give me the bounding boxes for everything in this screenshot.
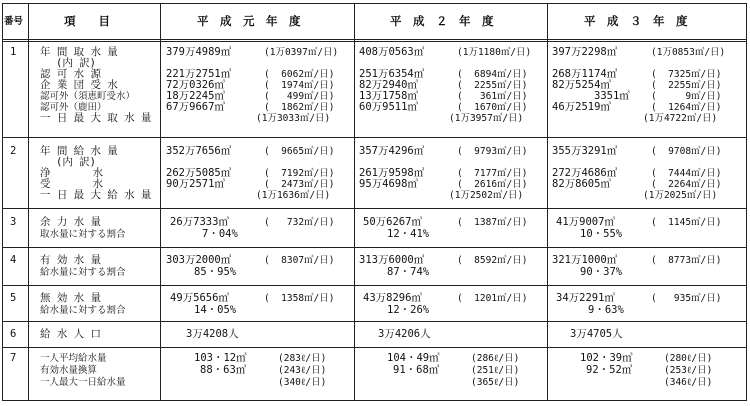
cell-daily: ( 9㎥/日): [651, 91, 722, 102]
cell-value: 303万2000㎥: [166, 254, 232, 266]
cell-ratio: 85・95%: [194, 266, 237, 278]
cell-daily: (283ℓ/日): [278, 353, 327, 364]
cell-value: 72万0326㎥: [166, 79, 225, 91]
cell-daily: (1万4722㎥/日): [643, 113, 718, 124]
row-number: 4: [10, 254, 17, 266]
cell-daily: ( 1358㎥/日): [264, 293, 335, 304]
cell-value: 18万2245㎥: [166, 90, 225, 102]
cell-daily: (243ℓ/日): [278, 365, 327, 376]
header-no: 番号: [4, 16, 24, 27]
cell-daily: (280ℓ/日): [664, 353, 713, 364]
cell-value: 262万5085㎥: [166, 167, 232, 179]
cell-value: 357万4296㎥: [359, 145, 425, 157]
cell-value: 102・39㎥: [580, 352, 633, 364]
header-year-2: 平 成 ２ 年 度: [390, 14, 494, 28]
cell-daily: (1万0853㎥/日): [651, 47, 726, 58]
cell-ratio: 12・26%: [387, 304, 430, 316]
table-grid: [2, 3, 747, 401]
cell-ratio: 90・37%: [580, 266, 623, 278]
cell-daily: (1万3957㎥/日): [449, 113, 524, 124]
cell-ratio: 9・63%: [588, 304, 624, 316]
cell-value: 104・49㎥: [387, 352, 440, 364]
cell-daily: ( 2255㎥/日): [457, 80, 528, 91]
row-label: 余 力 水 量: [40, 216, 101, 228]
row-label: 有効水量換算: [40, 365, 98, 376]
row-label: (内 訳): [56, 156, 96, 168]
cell-daily: ( 499㎥/日): [264, 91, 335, 102]
row-label: 給 水 人 口: [40, 328, 101, 340]
row-label: (内 訳): [56, 57, 96, 69]
cell-daily: (1万2502㎥/日): [449, 190, 524, 201]
cell-daily: ( 7177㎥/日): [457, 168, 528, 179]
cell-daily: ( 8592㎥/日): [457, 255, 528, 266]
row-label: 企 業 団 受 水: [40, 79, 118, 91]
row-number: 7: [10, 352, 17, 364]
cell-value: 49万5656㎥: [170, 292, 229, 304]
cell-value: 3万4208人: [186, 328, 239, 340]
cell-value: 50万6267㎥: [363, 216, 422, 228]
cell-daily: ( 9793㎥/日): [457, 146, 528, 157]
cell-daily: ( 9708㎥/日): [651, 146, 722, 157]
row-label: 無 効 水 量: [40, 292, 101, 304]
cell-ratio: 7・04%: [202, 228, 238, 240]
row-label: 認可外（鹿田）: [40, 102, 107, 113]
row-number: 5: [10, 292, 17, 304]
cell-daily: ( 2616㎥/日): [457, 179, 528, 190]
cell-value: 82万2940㎥: [359, 79, 418, 91]
cell-value: 3万4705人: [570, 328, 623, 340]
cell-value: 355万3291㎥: [552, 145, 618, 157]
row-label: 年 間 取 水 量: [40, 46, 118, 58]
cell-value: 397万2298㎥: [552, 46, 618, 58]
row-label: 受 水: [40, 178, 103, 190]
cell-value: 379万4989㎥: [166, 46, 232, 58]
cell-value: 46万2519㎥: [552, 101, 611, 113]
row-number: 1: [10, 46, 17, 58]
cell-daily: (1万3033㎥/日): [256, 113, 331, 124]
cell-value: 321万1000㎥: [552, 254, 618, 266]
row-label: 一人最大一日給水量: [40, 377, 126, 388]
cell-value: 251万6354㎥: [359, 68, 425, 80]
cell-ratio: 10・55%: [580, 228, 623, 240]
row-label: 取水量に対する割合: [40, 229, 126, 240]
cell-daily: ( 1145㎥/日): [651, 217, 722, 228]
cell-value: 43万8296㎥: [363, 292, 422, 304]
cell-value: 313万6000㎥: [359, 254, 425, 266]
cell-value: 82万8605㎥: [552, 178, 611, 190]
cell-daily: ( 1670㎥/日): [457, 102, 528, 113]
row-label: 一人平均給水量: [40, 353, 107, 364]
row-number: 6: [10, 328, 17, 340]
cell-value: 90万2571㎥: [166, 178, 225, 190]
cell-value: 408万0563㎥: [359, 46, 425, 58]
water-statistics-table: [2, 3, 747, 401]
row-label: 浄 水: [40, 167, 103, 179]
cell-value: 41万9007㎥: [556, 216, 615, 228]
cell-daily: (1万1180㎥/日): [457, 47, 532, 58]
row-number: 2: [10, 145, 17, 157]
cell-daily: (340ℓ/日): [278, 377, 327, 388]
cell-value: 3万4206人: [378, 328, 431, 340]
cell-daily: (253ℓ/日): [664, 365, 713, 376]
cell-value: 67万9667㎥: [166, 101, 225, 113]
cell-daily: ( 1974㎥/日): [264, 80, 335, 91]
cell-value: 261万9598㎥: [359, 167, 425, 179]
cell-daily: ( 1387㎥/日): [457, 217, 528, 228]
cell-daily: ( 7192㎥/日): [264, 168, 335, 179]
cell-daily: ( 935㎥/日): [651, 293, 722, 304]
cell-value: 82万5254㎥: [552, 79, 611, 91]
cell-value: 268万1174㎥: [552, 68, 618, 80]
cell-value: 92・52㎥: [586, 364, 633, 376]
cell-daily: ( 1264㎥/日): [651, 102, 722, 113]
cell-value: 272万4686㎥: [552, 167, 618, 179]
row-label: 一 日 最 大 給 水 量: [40, 189, 152, 201]
cell-daily: (365ℓ/日): [471, 377, 520, 388]
cell-daily: ( 2255㎥/日): [651, 80, 722, 91]
row-label: 一 日 最 大 取 水 量: [40, 112, 152, 124]
header-year-1: 平 成 元 年 度: [197, 14, 301, 28]
cell-daily: ( 361㎥/日): [457, 91, 528, 102]
cell-daily: ( 8773㎥/日): [651, 255, 722, 266]
cell-value: 34万2291㎥: [556, 292, 615, 304]
cell-value: 13万1758㎥: [359, 90, 418, 102]
cell-daily: (346ℓ/日): [664, 377, 713, 388]
cell-value: 352万7656㎥: [166, 145, 232, 157]
cell-daily: ( 1201㎥/日): [457, 293, 528, 304]
cell-daily: (251ℓ/日): [471, 365, 520, 376]
cell-value: 95万4698㎥: [359, 178, 418, 190]
cell-daily: ( 9665㎥/日): [264, 146, 335, 157]
cell-value: 91・68㎥: [393, 364, 440, 376]
cell-value: 60万9511㎥: [359, 101, 418, 113]
cell-daily: ( 1862㎥/日): [264, 102, 335, 113]
cell-daily: (1万1636㎥/日): [256, 190, 331, 201]
cell-daily: (286ℓ/日): [471, 353, 520, 364]
cell-ratio: 14・05%: [194, 304, 237, 316]
header-year-3: 平 成 ３ 年 度: [584, 14, 688, 28]
cell-daily: (1万0397㎥/日): [264, 47, 339, 58]
row-label: 給水量に対する割合: [40, 305, 126, 316]
cell-daily: (1万2025㎥/日): [643, 190, 718, 201]
cell-daily: ( 732㎥/日): [264, 217, 335, 228]
cell-daily: ( 8307㎥/日): [264, 255, 335, 266]
cell-value: 3351㎥: [594, 90, 630, 102]
row-number: 3: [10, 216, 17, 228]
row-label: 有 効 水 量: [40, 254, 101, 266]
cell-value: 221万2751㎥: [166, 68, 232, 80]
cell-ratio: 87・74%: [387, 266, 430, 278]
cell-daily: ( 6894㎥/日): [457, 69, 528, 80]
cell-daily: ( 7444㎥/日): [651, 168, 722, 179]
cell-value: 26万7333㎥: [170, 216, 229, 228]
header-item: 項 目: [64, 14, 110, 28]
row-label: 認可外（須恵町受水）: [40, 91, 136, 102]
cell-daily: ( 2473㎥/日): [264, 179, 335, 190]
cell-daily: ( 2264㎥/日): [651, 179, 722, 190]
cell-ratio: 12・41%: [387, 228, 430, 240]
row-label: 認 可 水 源: [40, 68, 101, 80]
row-label: 年 間 給 水 量: [40, 145, 118, 157]
row-label: 給水量に対する割合: [40, 267, 126, 278]
cell-value: 88・63㎥: [200, 364, 247, 376]
cell-value: 103・12㎥: [194, 352, 247, 364]
cell-daily: ( 6062㎥/日): [264, 69, 335, 80]
cell-daily: ( 7325㎥/日): [651, 69, 722, 80]
